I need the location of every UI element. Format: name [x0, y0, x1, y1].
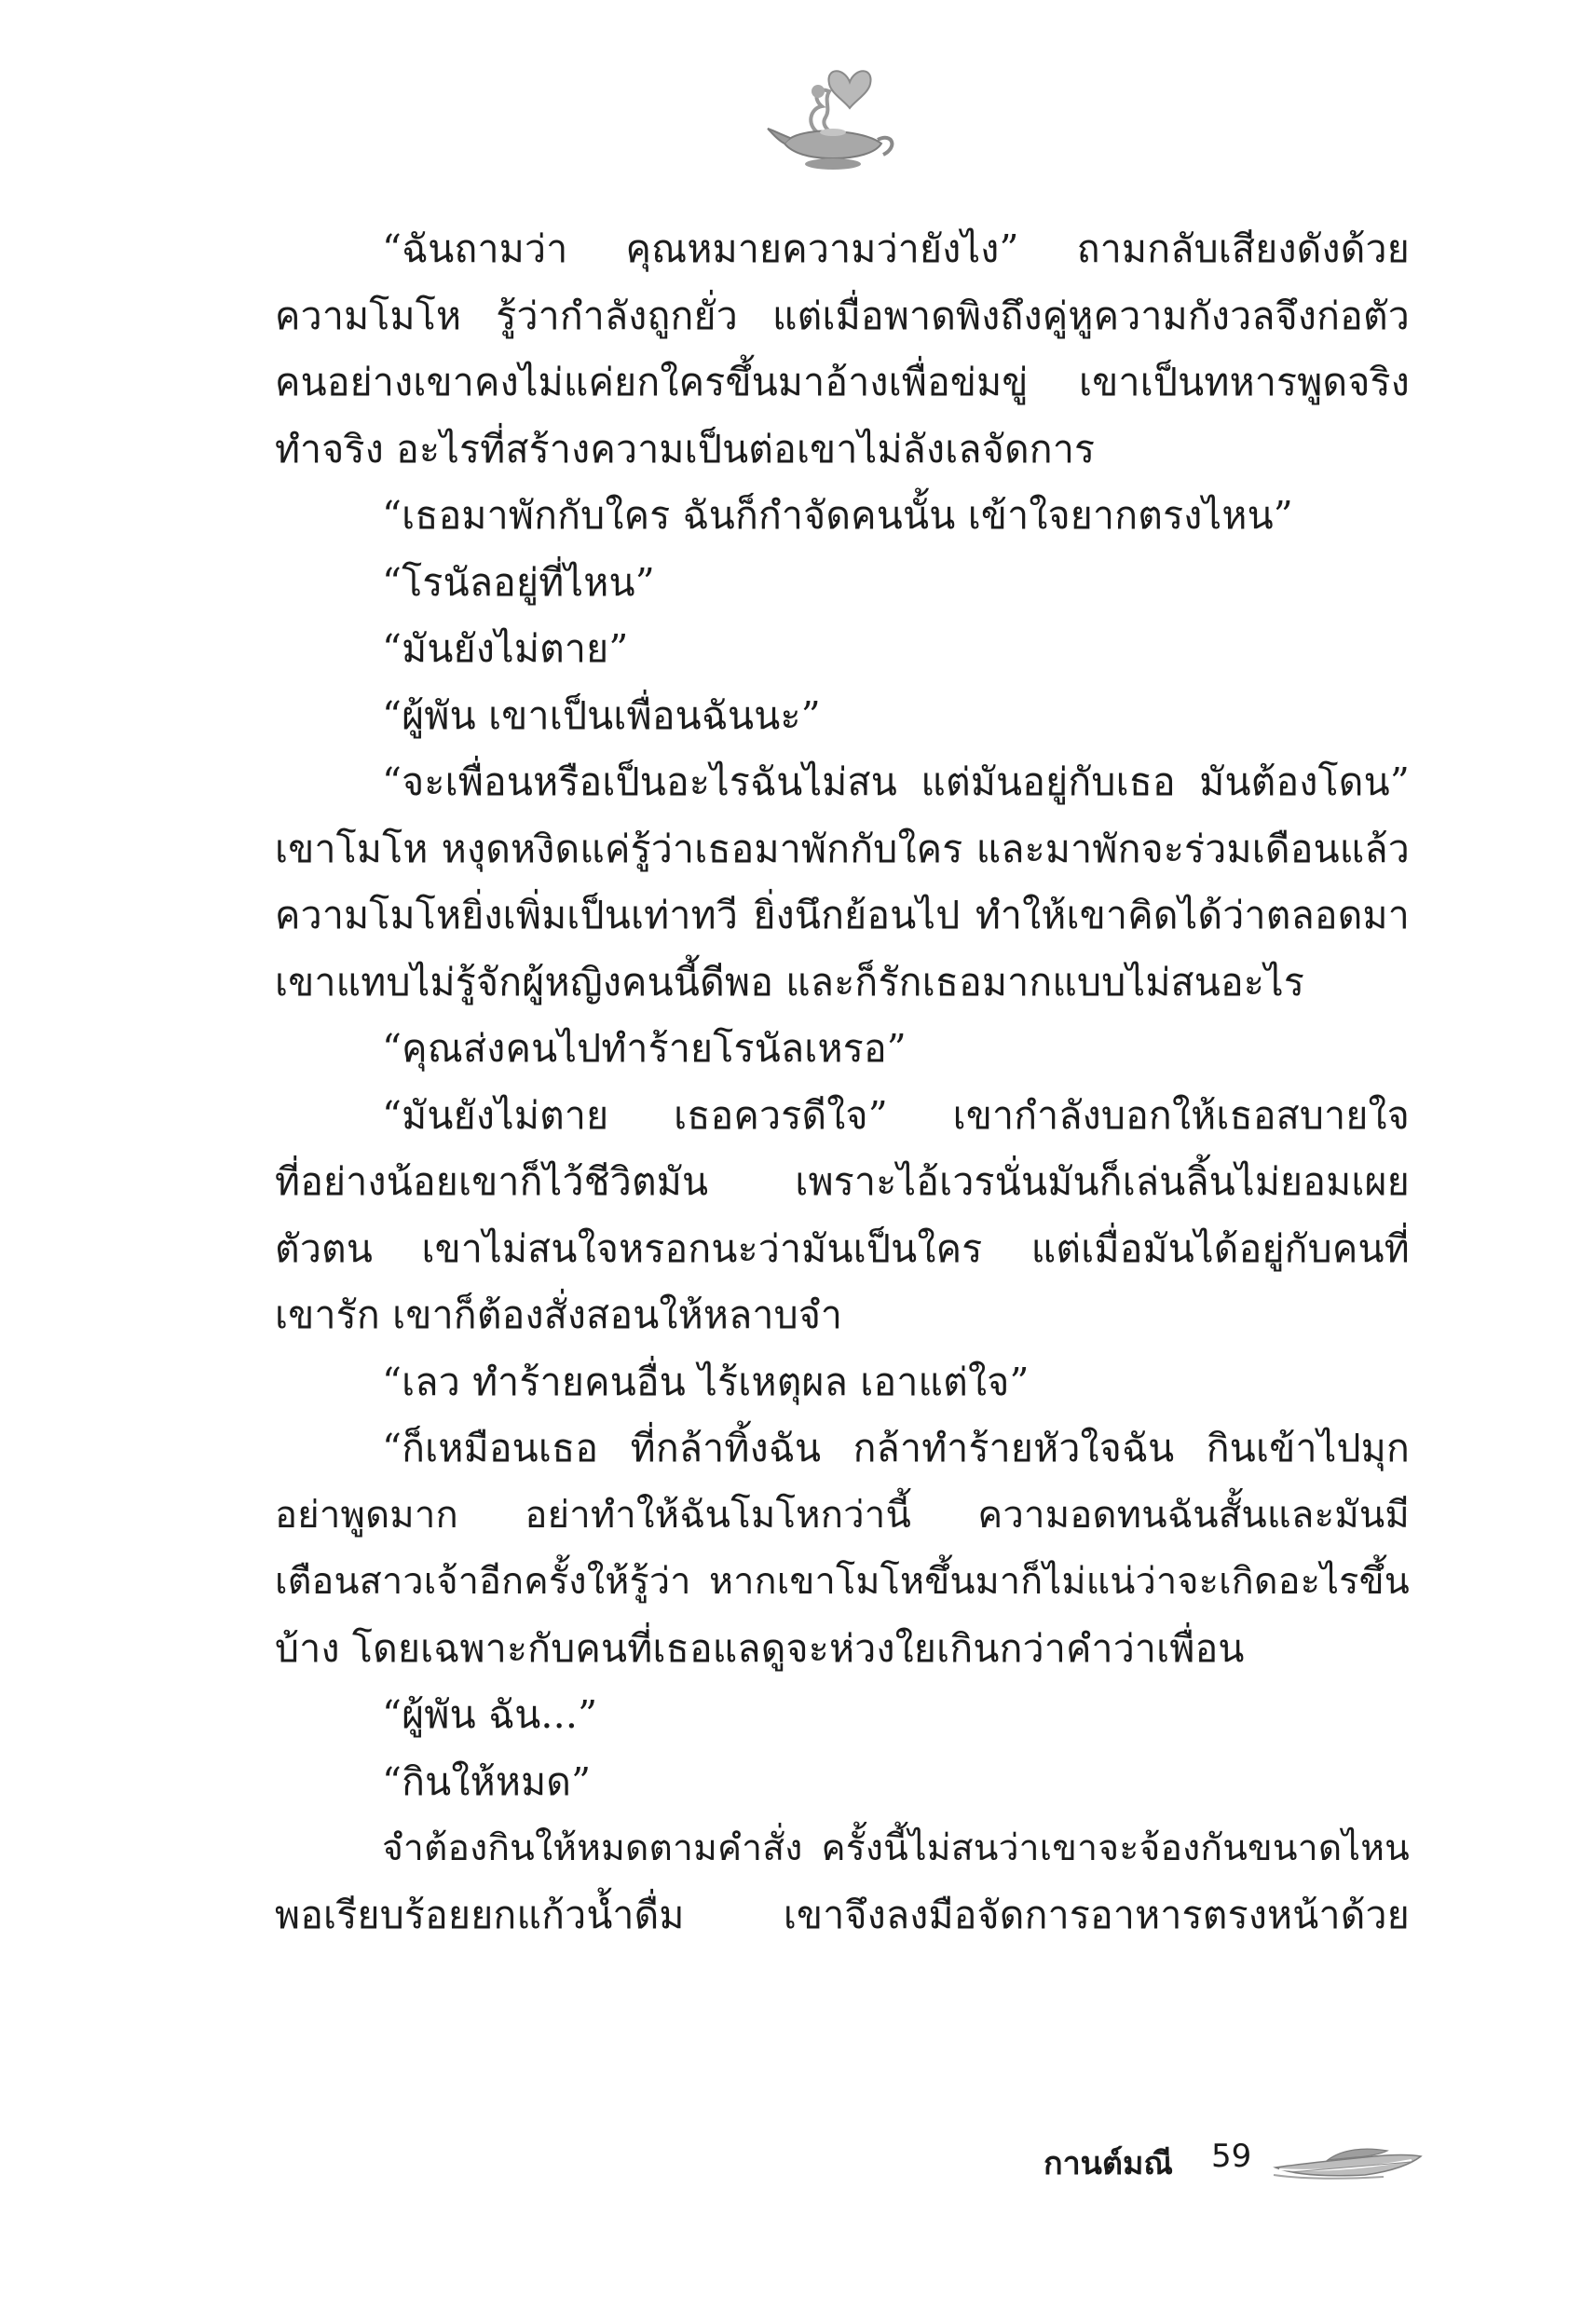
text-line: “โรนัลอยู่ที่ไหน”	[382, 559, 655, 605]
text-line: “คุณส่งคนไปทำร้ายโรนัลเหรอ”	[382, 1026, 907, 1071]
text-line: ความโมโห รู้ว่ากำลังถูกยั่ว แต่เมื่อพาดพิงถึงคู่หูความกังวลจึงก่อตัว	[275, 293, 1410, 338]
text-line: ความโมโหยิ่งเพิ่มเป็นเท่าทวี ยิ่งนึกย้อนไป ทำให้เขาคิดได้ว่าตลอดมา	[275, 893, 1410, 937]
text-line: “เธอมาพักกับใคร ฉันก็กำจัดคนนั้น เข้าใจยากตรงไหน”	[382, 493, 1293, 538]
text-line: เขารัก เขาก็ต้องสั่งสอนให้หลาบจำ	[275, 1292, 843, 1337]
page-footer	[1044, 2134, 1435, 2190]
speedboat-icon	[1272, 2140, 1425, 2181]
text-line: “ฉันถามว่า คุณหมายความว่ายังไง” ถามกลับเสียงดังด้วย	[382, 226, 1410, 271]
text-line: “จะเพื่อนหรือเป็นอะไรฉันไม่สน แต่มันอยู่กับเธอ มันต้องโดน”	[382, 759, 1410, 804]
text-line: ทำจริง อะไรที่สร้างความเป็นต่อเขาไม่ลังเลจัดการ	[275, 426, 1096, 472]
text-line: เขาแทบไม่รู้จักผู้หญิงคนนี้ดีพอ และก็รักเธอมากแบบไม่สนอะไร	[275, 959, 1305, 1005]
footer-author-name: กานต์มณี	[1044, 2145, 1173, 2182]
text-line: “กินให้หมด”	[382, 1758, 592, 1804]
text-line: “ก็เหมือนเธอ ที่กล้าทิ้งฉัน กล้าทำร้ายหัวใจฉัน กินเข้าไปมุก	[382, 1426, 1410, 1470]
text-line: คนอย่างเขาคงไม่แค่ยกใครขึ้นมาอ้างเพื่อข่มขู่ เขาเป็นทหารพูดจริง	[275, 360, 1410, 404]
text-line: ตัวตน เขาไม่สนใจหรอกนะว่ามันเป็นใคร แต่เมื่อมันได้อยู่กับคนที่	[275, 1225, 1410, 1271]
paragraph-block	[275, 216, 1410, 1949]
text-line: บ้าง โดยเฉพาะกับคนที่เธอแลดูจะห่วงใยเกินกว่าคำว่าเพื่อน	[275, 1625, 1245, 1671]
text-line: เขาโมโห หงุดหงิดแค่รู้ว่าเธอมาพักกับใคร และมาพักจะร่วมเดือนแล้ว	[275, 826, 1410, 871]
text-line: “เลว ทำร้ายคนอื่น ไร้เหตุผล เอาแต่ใจ”	[382, 1359, 1030, 1404]
text-line: ที่อย่างน้อยเขาก็ไว้ชีวิตมัน เพราะไอ้เวรนั่นมันก็เล่นลิ้นไม่ยอมเผย	[275, 1159, 1410, 1204]
text-line: จำต้องกินให้หมดตามคำสั่ง ครั้งนี้ไม่สนว่าเขาจะจ้องกันขนาดไหน	[382, 1827, 1410, 1869]
text-line: พอเรียบร้อยยกแก้วน้ำดื่ม เขาจึงลงมือจัดการอาหารตรงหน้าด้วย	[275, 1892, 1410, 1937]
page-number: 59	[1211, 2138, 1252, 2175]
body-text	[275, 216, 1410, 1949]
text-line: “ผู้พัน ฉัน...”	[382, 1692, 598, 1737]
text-line: “ผู้พัน เขาเป็นเพื่อนฉันนะ”	[382, 692, 821, 738]
text-line: “มันยังไม่ตาย เธอควรดีใจ” เขากำลังบอกให้เธอสบายใจ	[382, 1092, 1410, 1138]
text-line: อย่าพูดมาก อย่าทำให้ฉันโมโหกว่านี้ ความอดทนฉันสั้นและมันมี	[275, 1493, 1410, 1537]
text-line: “มันยังไม่ตาย”	[382, 626, 629, 671]
text-line: เตือนสาวเจ้าอีกครั้งให้รู้ว่า หากเขาโมโหขึ้นมาก็ไม่แน่ว่าจะเกิดอะไรขึ้น	[275, 1560, 1410, 1603]
genie-lamp-heart-icon	[764, 54, 904, 175]
